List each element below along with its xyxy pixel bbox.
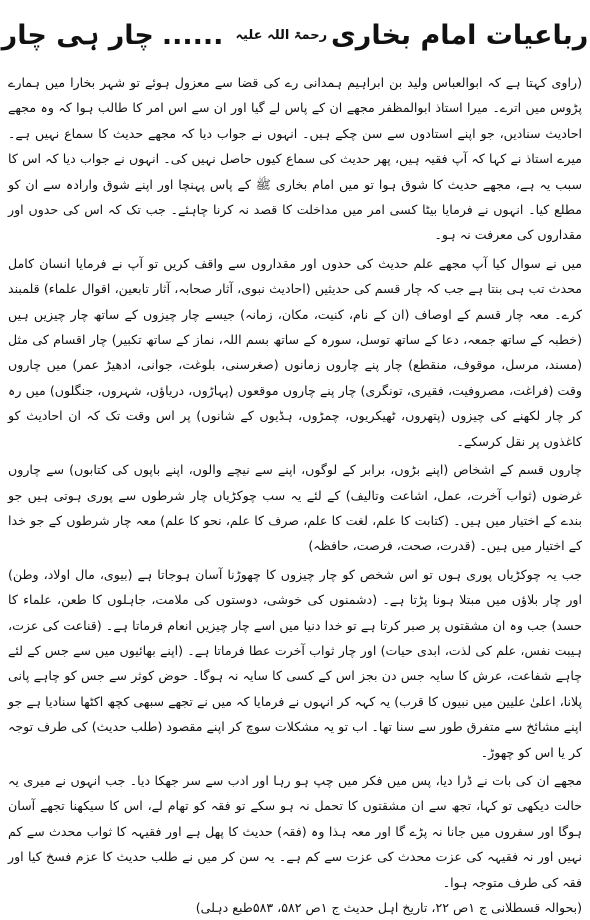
title-sub: چار ہی چار bbox=[1, 19, 154, 51]
paragraph-2: میں نے سوال کیا آپ مجھے علم حدیث کی حدوں اور مقداروں سے واقف کریں تو آپ نے فرمایا انسان کامل محدث تب ہی بنتا ہے جب کہ چار قسم کی حدیثیں (احادیث نبوی، آثار صحابہ، آثار تابعین، اقوال علماء) قلمبند کرے۔ معہ چار قسم کے اوصاف (ان کے نام، کنیت، مکان، زمانہ) جیسے چار چیزوں کے ساتھ چار چیزیں ہیں (خطبہ کے ساتھ جمعہ، دعا کے ساتھ توسل، سورہ کے ساتھ بسم اللہ، نماز کے ساتھ تکبیر) چار اقسام کی مثل (مسند، مرسل، موقوف، منقطع) چار پنے چاروں زمانوں (صغرسنی، بلوغت، جوانی، ادھیڑ عمر) میں چاروں وقت (فراغت، مصروفیت، فقیری، تونگری) چار پنے چاروں موقعوں (پہاڑوں، دریاؤں، شہروں، جنگلوں) میں رہ کر چار لکھنے کی چیزوں (پتھروں، ٹھیکریوں، چمڑوں، ہڈیوں کے شانوں) پر اس وقت تک کہ ان احادیث کو کاغذوں پر نقل کرسکے۔ bbox=[8, 255, 582, 449]
paragraph-4: جب یہ چوکڑیاں پوری ہوں تو اس شخص کو چار چیزوں کا چھوڑنا آسان ہوجاتا ہے (بیوی، مال اولاد، وطن) اور چار بلاؤں میں مبتلا ہونا پڑتا ہے۔ (دشمنوں کی خوشی، دوستوں کی ملامت، جاہلوں کا طعن، علماء کا حسد) جب وہ ان مشقتوں پر صبر کرتا ہے تو خدا دنیا میں اسے چار چیزیں انعام فرماتا ہے۔ (قناعت کی عزت، ہیبت نفس، علم کی لذت، ابدی حیات) اور چار ثواب آخرت عطا فرماتا ہے۔ (اپنے بھائیوں میں سے جس کے لئے چاہے شفاعت، عرش کا سایہ جس دن بجز اس کے کسی کا سایہ نہ ہوگا۔ حوض کوثر سے جس کو چاہے پانی پلانا، اعلیٰ علیین میں نبیوں کا قرب) یہ کہہ کر انہوں نے فرمایا کہ میں نے تجھے سبھی کچھ اکٹھا سنادیا ہے جو اپنے مشائخ سے متفرق طور سے سنا تھا۔ اب تو یہ مشکلات سوچ کر اپنے مقصود (طلب حدیث) کی طرف توجہ کر یا اس کو چھوڑ۔ bbox=[8, 566, 582, 760]
paragraph-3: چاروں قسم کے اشخاص (اپنے بڑوں، برابر کے لوگوں، اپنے سے نیچے والوں، اپنے باپوں کی کتابوں) سے چاروں غرضوں (ثواب آخرت، عمل، اشاعت وتالیف) کے لئے یہ سب چوکڑیاں چار شرطوں سے پوری ہوتی ہیں جو بندے کے اختیار میں ہیں۔ (کتابت کا علم، لغت کا علم، صرف کا علم، نحو کا علم) معہ چار شرطوں کے جو خدا کے اختیار میں ہیں۔ (قدرت، صحت، فرصت، حافظہ) bbox=[8, 462, 582, 554]
honorific-text: رحمۃ اللہ علیہ bbox=[235, 27, 328, 43]
article-body bbox=[8, 70, 582, 920]
title-separator: ...... bbox=[161, 19, 224, 51]
page-title bbox=[1, 0, 589, 70]
paragraph-5: مجھے ان کی بات نے ڈرا دیا، پس میں فکر میں چپ ہو رہا اور ادب سے سر جھکا دیا۔ جب انہوں نے میری یہ حالت دیکھی تو کہا، تجھ سے ان مشقتوں کا تحمل نہ ہو سکے تو فقہ کو تھام لے، اس کا سیکھنا تجھے آسان ہوگا اور سفروں میں جانا نہ پڑے گا اور معہ ہذا وہ (فقہ) حدیث کا پھل ہے اور فقیہہ کا ثواب محدث سے کم نہیں اور نہ فقیہہ کی عزت محدث کی عزت سے کم ہے۔ یہ سن کر میں نے طلب حدیث کا عزم فسخ کیا اور فقہ کی طرف متوجہ ہوا۔ bbox=[8, 772, 582, 890]
paragraph-1: (راوی کہتا ہے کہ ابوالعباس ولید بن ابراہیم ہمدانی رے کی قضا سے معزول ہوئے تو شہر بخارا میں ہمارے پڑوس میں اترے۔ میرا استاذ ابوالمظفر مجھے ان کے پاس لے گیا اور ان سے اس امر کا طالب ہوا کہ وہ مجھے احادیث سنادیں، جو اپنے استادوں سے سن چکے ہیں۔ انہوں نے جواب دیا کہ مجھے حدیث کا سماع نہیں ہے۔ میرے استاذ نے کہا کہ آپ فقیہ ہیں، پھر حدیث کی سماع کیوں حاصل نہیں کی۔ انہوں نے جواب دیا کہ اس کا سبب یہ ہے، مجھے حدیث کا شوق ہوا تو میں امام بخاری ﷺ کے پاس پہنچا اور اپنے شوق وارادہ سے ان کو مطلع کیا۔ انہوں نے فرمایا بیٹا کسی امر میں مداخلت کا قصد نہ کرنا چاہئے۔ جب تک کہ اس کی حدوں اور مقداروں کی معرفت نہ ہو۔ bbox=[8, 75, 582, 243]
citation: (بحوالہ قسطلانی ج ۱ص ۲۲، تاریخ اہل حدیث ج ۱ص ۵۸۲، ۵۸۳طبع دہلی) bbox=[195, 900, 582, 915]
title-main: رباعیات امام بخاری bbox=[331, 19, 589, 51]
